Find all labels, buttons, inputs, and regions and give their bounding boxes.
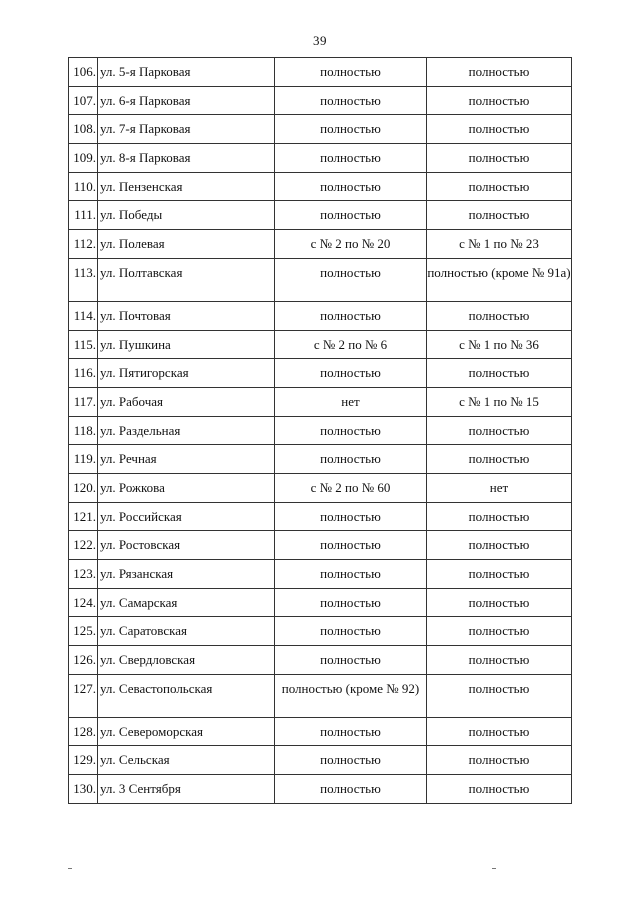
odd-side-range: полностью [427, 646, 572, 675]
table-row [69, 445, 572, 474]
even-side-range: полностью (кроме № 92) [275, 674, 427, 717]
row-number: 112. [69, 230, 98, 259]
row-number: 123. [69, 560, 98, 589]
even-side-range: полностью [275, 531, 427, 560]
row-number: 130. [69, 775, 98, 804]
table-row [69, 717, 572, 746]
street-name: ул. Рязанская [98, 560, 275, 589]
odd-side-range: полностью [427, 201, 572, 230]
street-name: ул. Пушкина [98, 330, 275, 359]
even-side-range: полностью [275, 58, 427, 87]
odd-side-range: с № 1 по № 23 [427, 230, 572, 259]
table-row [69, 775, 572, 804]
odd-side-range: полностью [427, 301, 572, 330]
table-row [69, 674, 572, 717]
table-row [69, 301, 572, 330]
odd-side-range: полностью [427, 775, 572, 804]
even-side-range: с № 2 по № 20 [275, 230, 427, 259]
odd-side-range: полностью [427, 115, 572, 144]
odd-side-range: нет [427, 473, 572, 502]
row-number: 124. [69, 588, 98, 617]
row-number: 119. [69, 445, 98, 474]
table-row [69, 115, 572, 144]
odd-side-range: полностью [427, 560, 572, 589]
row-number: 106. [69, 58, 98, 87]
odd-side-range: полностью (кроме № 91а) [427, 258, 572, 301]
even-side-range: полностью [275, 588, 427, 617]
odd-side-range: полностью [427, 746, 572, 775]
odd-side-range: полностью [427, 674, 572, 717]
table-row [69, 359, 572, 388]
street-name: ул. Почтовая [98, 301, 275, 330]
even-side-range: полностью [275, 258, 427, 301]
street-name: ул. Рабочая [98, 387, 275, 416]
row-number: 128. [69, 717, 98, 746]
even-side-range: полностью [275, 416, 427, 445]
street-name: ул. Свердловская [98, 646, 275, 675]
row-number: 125. [69, 617, 98, 646]
even-side-range: с № 2 по № 6 [275, 330, 427, 359]
street-name: ул. 8-я Парковая [98, 144, 275, 173]
street-name: ул. Саратовская [98, 617, 275, 646]
odd-side-range: полностью [427, 416, 572, 445]
streets-table-body [69, 58, 572, 804]
row-number: 111. [69, 201, 98, 230]
odd-side-range: с № 1 по № 15 [427, 387, 572, 416]
street-name: ул. 3 Сентября [98, 775, 275, 804]
even-side-range: полностью [275, 201, 427, 230]
table-row [69, 387, 572, 416]
street-name: ул. Пензенская [98, 172, 275, 201]
row-number: 127. [69, 674, 98, 717]
table-row [69, 473, 572, 502]
street-name: ул. Раздельная [98, 416, 275, 445]
odd-side-range: полностью [427, 144, 572, 173]
even-side-range: полностью [275, 172, 427, 201]
street-name: ул. 5-я Парковая [98, 58, 275, 87]
even-side-range: полностью [275, 746, 427, 775]
page-number: 39 [313, 33, 327, 48]
even-side-range: нет [275, 387, 427, 416]
street-name: ул. 7-я Парковая [98, 115, 275, 144]
streets-table [68, 57, 572, 804]
table-row [69, 646, 572, 675]
table-row [69, 230, 572, 259]
street-name: ул. Полевая [98, 230, 275, 259]
row-number: 114. [69, 301, 98, 330]
row-number: 120. [69, 473, 98, 502]
odd-side-range: полностью [427, 617, 572, 646]
table-row [69, 502, 572, 531]
footer-mark-right [492, 868, 496, 869]
row-number: 107. [69, 86, 98, 115]
even-side-range: полностью [275, 617, 427, 646]
odd-side-range: полностью [427, 445, 572, 474]
street-name: ул. Российская [98, 502, 275, 531]
table-row [69, 416, 572, 445]
table-row [69, 258, 572, 301]
odd-side-range: полностью [427, 86, 572, 115]
row-number: 116. [69, 359, 98, 388]
street-name: ул. Победы [98, 201, 275, 230]
odd-side-range: полностью [427, 58, 572, 87]
street-name: ул. Сельская [98, 746, 275, 775]
street-name: ул. Североморская [98, 717, 275, 746]
even-side-range: полностью [275, 359, 427, 388]
even-side-range: полностью [275, 560, 427, 589]
row-number: 129. [69, 746, 98, 775]
row-number: 126. [69, 646, 98, 675]
street-name: ул. Речная [98, 445, 275, 474]
street-name: ул. Севастопольская [98, 674, 275, 717]
table-row [69, 588, 572, 617]
row-number: 108. [69, 115, 98, 144]
even-side-range: полностью [275, 775, 427, 804]
odd-side-range: с № 1 по № 36 [427, 330, 572, 359]
even-side-range: полностью [275, 301, 427, 330]
street-name: ул. Ростовская [98, 531, 275, 560]
row-number: 121. [69, 502, 98, 531]
table-row [69, 531, 572, 560]
table-row [69, 330, 572, 359]
table-row [69, 617, 572, 646]
row-number: 115. [69, 330, 98, 359]
footer-mark-left [68, 868, 72, 869]
table-row [69, 144, 572, 173]
street-name: ул. Полтавская [98, 258, 275, 301]
table-row [69, 201, 572, 230]
odd-side-range: полностью [427, 359, 572, 388]
odd-side-range: полностью [427, 717, 572, 746]
row-number: 118. [69, 416, 98, 445]
odd-side-range: полностью [427, 502, 572, 531]
even-side-range: полностью [275, 502, 427, 531]
row-number: 117. [69, 387, 98, 416]
table-row [69, 58, 572, 87]
odd-side-range: полностью [427, 588, 572, 617]
even-side-range: полностью [275, 86, 427, 115]
street-name: ул. Самарская [98, 588, 275, 617]
row-number: 122. [69, 531, 98, 560]
even-side-range: полностью [275, 445, 427, 474]
row-number: 110. [69, 172, 98, 201]
even-side-range: полностью [275, 646, 427, 675]
even-side-range: полностью [275, 144, 427, 173]
odd-side-range: полностью [427, 531, 572, 560]
table-row [69, 86, 572, 115]
table-row [69, 560, 572, 589]
table-row [69, 172, 572, 201]
street-name: ул. 6-я Парковая [98, 86, 275, 115]
even-side-range: с № 2 по № 60 [275, 473, 427, 502]
table-row [69, 746, 572, 775]
odd-side-range: полностью [427, 172, 572, 201]
row-number: 113. [69, 258, 98, 301]
street-name: ул. Пятигорская [98, 359, 275, 388]
street-name: ул. Рожкова [98, 473, 275, 502]
even-side-range: полностью [275, 717, 427, 746]
even-side-range: полностью [275, 115, 427, 144]
row-number: 109. [69, 144, 98, 173]
